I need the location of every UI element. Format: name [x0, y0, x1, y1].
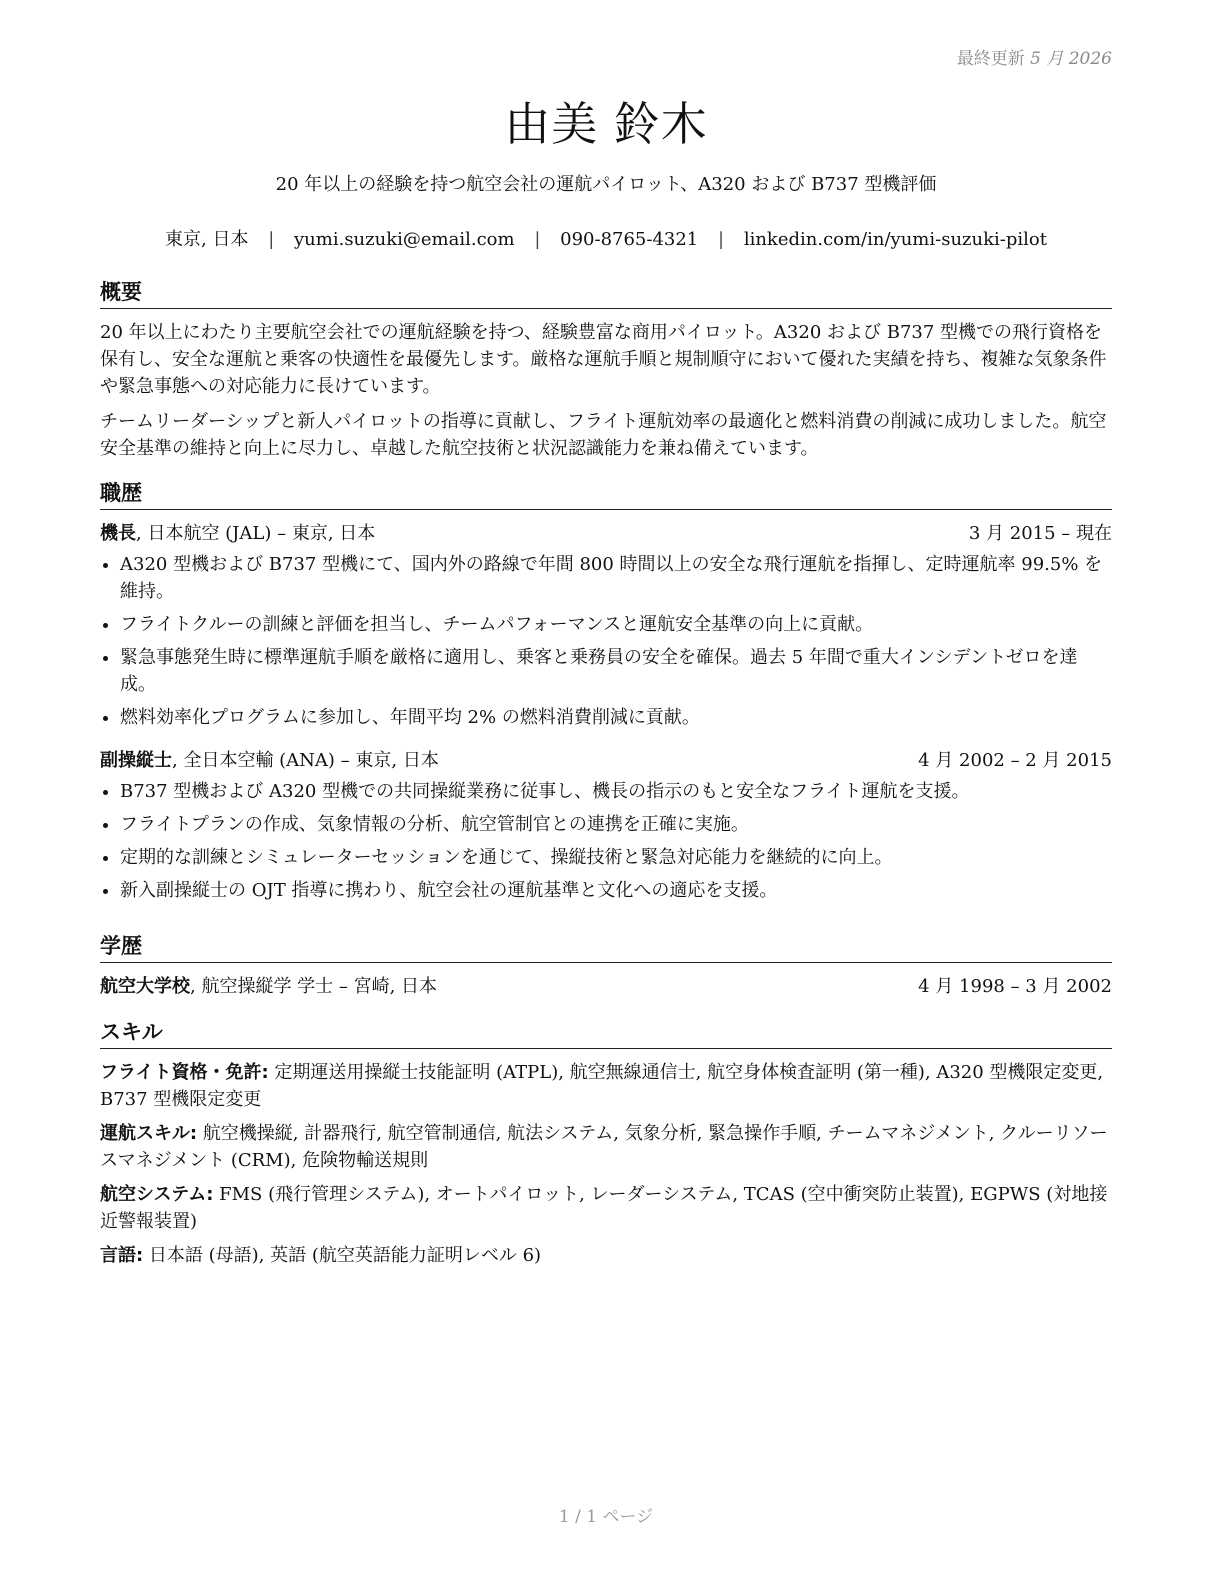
- contact-phone[interactable]: 090-8765-4321: [560, 229, 699, 250]
- last-updated: [957, 44, 1112, 69]
- education-dates: 4 月 1998 – 3 月 2002: [918, 976, 1112, 997]
- job-title: 機長: [100, 523, 136, 544]
- candidate-name: 由美 鈴木: [504, 97, 708, 151]
- skill-label: 言語:: [100, 1245, 144, 1266]
- skill-label: 航空システム:: [100, 1184, 214, 1205]
- job-bullet: • B737 型機および A320 型機での共同操縦業務に従事し、機長の指示のもと安全なフライト運航を支援。: [120, 778, 1112, 805]
- skill-value: 航空機操縦, 計器飛行, 航空管制通信, 航法システム, 気象分析, 緊急操作手順, チームマネジメント, クルーリソースマネジメント (CRM), 危険物輸送規則: [100, 1123, 1108, 1171]
- job-bullet: • 緊急事態発生時に標準運航手順を厳格に適用し、乗客と乗務員の安全を確保。過去 5 年間で重大インシデントゼロを達成。: [120, 644, 1112, 698]
- experience-section: [100, 477, 1112, 910]
- education-heading: 学歴: [100, 930, 1112, 963]
- job-bullet: • フライトクルーの訓練と評価を担当し、チームパフォーマンスと運航安全基準の向上に貢献。: [120, 611, 1112, 638]
- resume-page: [100, 0, 1112, 1584]
- education-school: 航空大学校: [100, 976, 190, 997]
- last-updated-date: 5 月 2026: [1030, 49, 1112, 69]
- skill-label: フライト資格・免許:: [100, 1062, 269, 1083]
- job-bullet: • フライトプランの作成、気象情報の分析、航空管制官との連携を正確に実施。: [120, 811, 1112, 838]
- skill-row: [100, 1059, 1112, 1113]
- job-bullet: • 燃料効率化プログラムに参加し、年間平均 2% の燃料消費削減に貢献。: [120, 704, 1112, 731]
- education-entry: [100, 973, 1112, 1000]
- contact-separator: |: [534, 229, 541, 250]
- summary-paragraph: チームリーダーシップと新人パイロットの指導に貢献し、フライト運航効率の最適化と燃料消費の削減に成功しました。航空安全基準の維持と向上に尽力し、卓越した航空技術と状況認識能力を兼ね備えています。: [100, 411, 1107, 459]
- job-title: 副操縦士: [100, 750, 172, 771]
- contact-line: [100, 225, 1112, 251]
- summary-paragraph: 20 年以上にわたり主要航空会社での運航経験を持つ、経験豊富な商用パイロット。A320 および B737 型機での飛行資格を保有し、安全な運航と乗客の快適性を最優先します。厳格な運航手順と規制順守において優れた実績を持ち、複雑な気象条件や緊急事態への対応能力に長けています。: [100, 322, 1107, 397]
- job-bullet: • A320 型機および B737 型機にて、国内外の路線で年間 800 時間以上の安全な飛行運航を指揮し、定時運航率 99.5% を維持。: [120, 551, 1112, 605]
- job-bullets: [100, 551, 1112, 731]
- job-dates: 4 月 2002 – 2 月 2015: [918, 750, 1112, 771]
- skill-label: 運航スキル:: [100, 1123, 198, 1144]
- contact-location: 東京, 日本: [165, 229, 249, 250]
- job-org: , 全日本空輸 (ANA) – 東京, 日本: [172, 750, 439, 771]
- job-entry: [100, 520, 1112, 731]
- page-indicator: 1 / 1 ページ: [558, 1507, 654, 1527]
- skills-section: [100, 1016, 1112, 1276]
- job-bullet: • 新入副操縦士の OJT 指導に携わり、航空会社の運航基準と文化への適応を支援。: [120, 877, 1112, 904]
- skill-row: [100, 1181, 1112, 1235]
- summary-heading: 概要: [100, 276, 1112, 309]
- skill-value: 日本語 (母語), 英語 (航空英語能力証明レベル 6): [143, 1245, 542, 1266]
- job-dates: 3 月 2015 – 現在: [968, 523, 1112, 544]
- experience-heading: 職歴: [100, 477, 1112, 510]
- skill-value: FMS (飛行管理システム), オートパイロット, レーダーシステム, TCAS (空中衝突防止装置), EGPWS (対地接近警報装置): [100, 1184, 1108, 1232]
- skill-value: 定期運送用操縦士技能証明 (ATPL), 航空無線通信士, 航空身体検査証明 (第一種), A320 型機限定変更, B737 型機限定変更: [100, 1062, 1104, 1110]
- candidate-tagline: 20 年以上の経験を持つ航空会社の運航パイロット、A320 および B737 型機評価: [275, 174, 937, 195]
- contact-email[interactable]: yumi.suzuki@email.com: [294, 229, 515, 250]
- job-bullets: [100, 778, 1112, 904]
- job-header: [100, 520, 1112, 547]
- education-detail: , 航空操縦学 学士 – 宮崎, 日本: [190, 976, 438, 997]
- summary-section: [100, 276, 1112, 470]
- contact-linkedin[interactable]: linkedin.com/in/yumi-suzuki-pilot: [743, 229, 1047, 250]
- contact-separator: |: [718, 229, 725, 250]
- skill-row: [100, 1120, 1112, 1174]
- skills-heading: スキル: [100, 1016, 1112, 1049]
- job-org: , 日本航空 (JAL) – 東京, 日本: [136, 523, 376, 544]
- contact-separator: |: [268, 229, 275, 250]
- education-section: [100, 930, 1112, 1000]
- job-header: [100, 747, 1112, 774]
- job-entry: [100, 747, 1112, 904]
- job-bullet: • 定期的な訓練とシミュレーターセッションを通じて、操縦技術と緊急対応能力を継続的に向上。: [120, 844, 1112, 871]
- skill-row: [100, 1242, 1112, 1269]
- last-updated-label: 最終更新: [956, 49, 1025, 69]
